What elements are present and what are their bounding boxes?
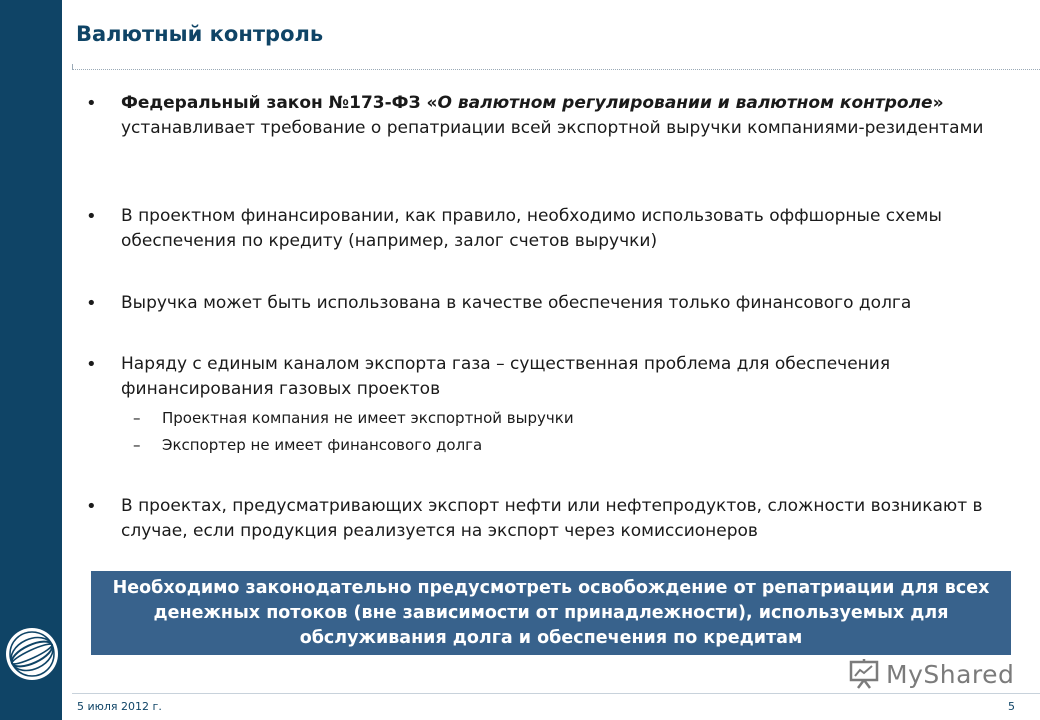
sub-item-exporter: Экспортер не имеет финансового долга (162, 436, 483, 454)
bullet-marker: • (86, 206, 97, 227)
sub-item-project-company: Проектная компания не имеет экспортной выручки (162, 409, 574, 427)
conclusion-callout (91, 571, 1011, 655)
watermark-text: MyShared (886, 659, 1015, 689)
bullet-item-offshore: В проектном финансировании, как правило, необходимо использовать оффшорные схемы обеспечения по кредиту (например, залог счетов выручки) (121, 206, 942, 251)
footer-divider (72, 693, 1040, 694)
presentation-board-icon (848, 658, 880, 690)
bullet-item-revenue: Выручка может быть использована в качестве обеспечения только финансового долга (121, 293, 912, 313)
footer-date: 5 июля 2012 г. (77, 700, 162, 713)
bullet-item-oil-export: В проектах, предусматривающих экспорт нефти или нефтепродуктов, сложности возникают в случае, если продукция реализуется на экспорт через комиссионеров (121, 496, 983, 541)
bullet-item-law (121, 91, 1011, 141)
page-number: 5 (1008, 700, 1015, 713)
callout-text: Необходимо законодательно предусмотреть освобождение от репатриации для всех денежных потоков (вне зависимости от принадлежности), используемых для обслуживания долга и обеспечения по кредитам (112, 577, 990, 648)
sub-bullet-marker: – (133, 436, 141, 454)
bullet-marker: • (86, 354, 97, 375)
law-title: О валютном регулировании и валютном контроле (437, 93, 933, 113)
bullet-item-gas-export: Наряду с единым каналом экспорта газа – существенная проблема для обеспечения финансирования газовых проектов (121, 354, 891, 399)
company-logo-globe-icon (5, 627, 59, 681)
bullet-marker: • (86, 496, 97, 517)
law-description: устанавливает требование о репатриации всей экспортной выручки компаниями-резидентами (121, 118, 984, 138)
law-name: Федеральный закон №173-ФЗ « (121, 93, 438, 113)
slide-title: Валютный контроль (76, 22, 324, 46)
bullet-marker: • (86, 293, 97, 314)
watermark (848, 657, 1014, 691)
sidebar-band (0, 0, 62, 720)
law-quote-close: » (932, 93, 944, 113)
title-divider (72, 69, 1040, 70)
bullet-marker: • (86, 93, 97, 114)
sub-bullet-marker: – (133, 409, 141, 427)
